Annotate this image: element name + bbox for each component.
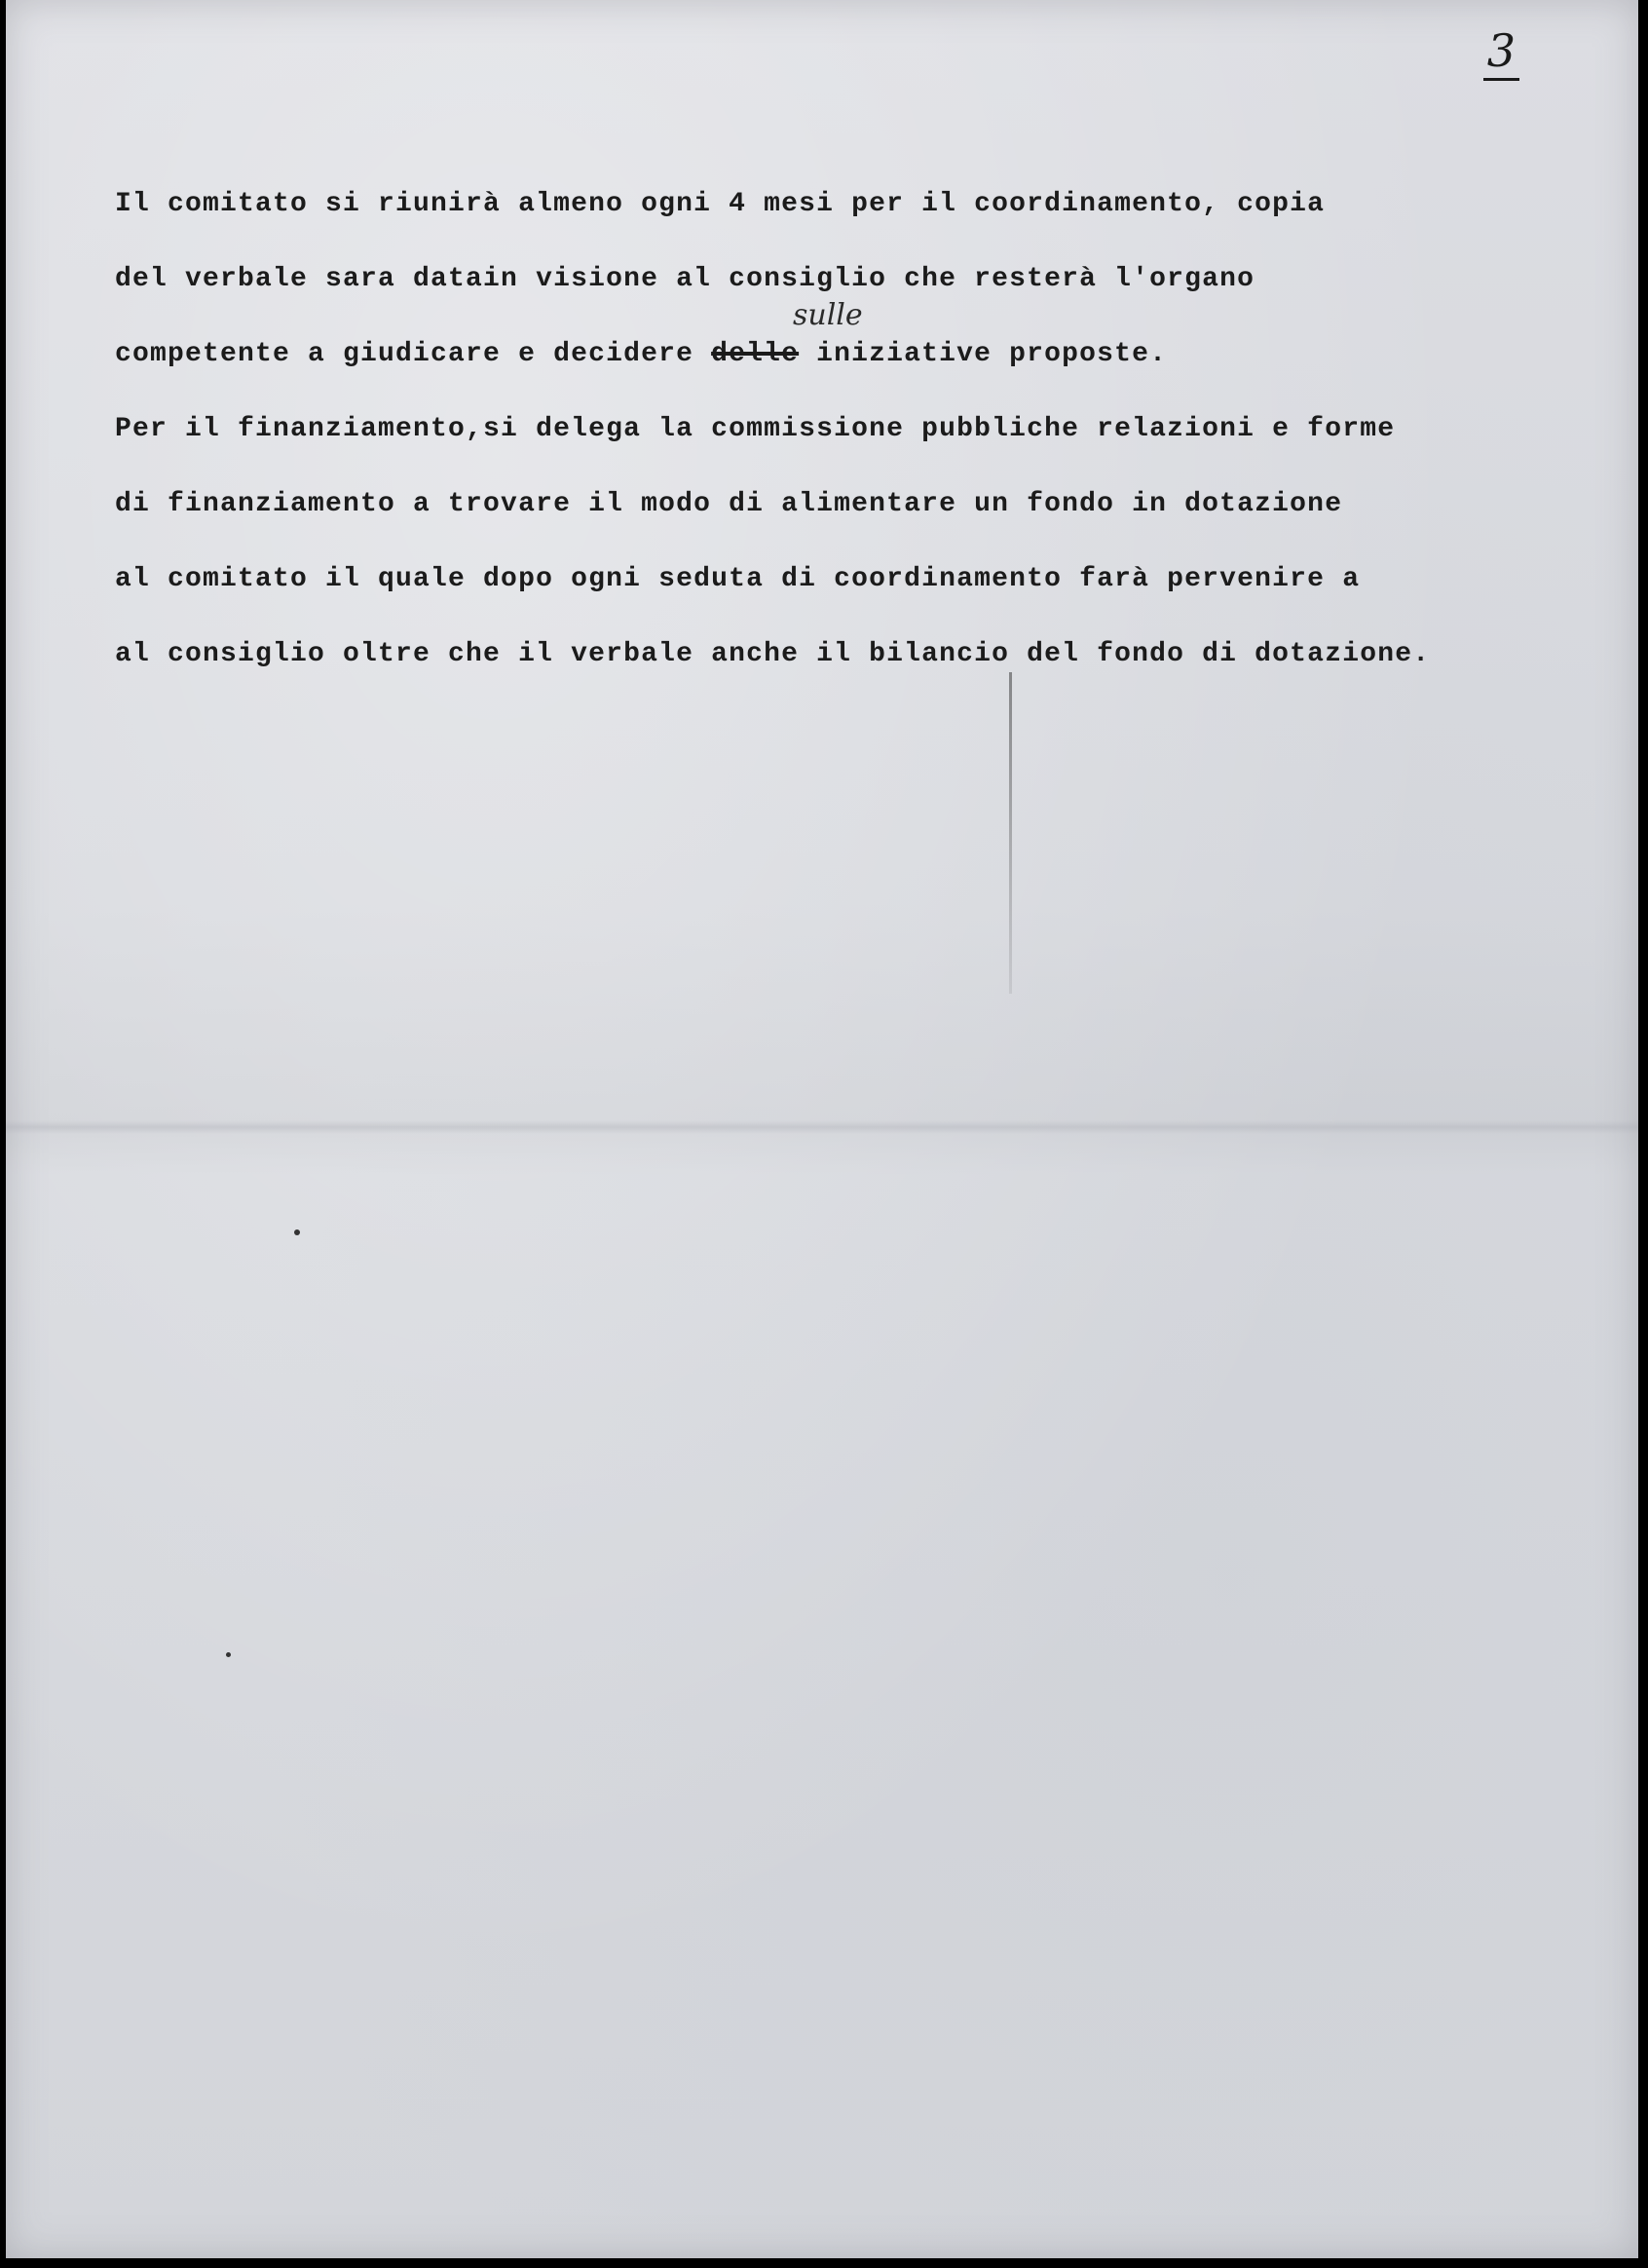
paper-fold-horizontal bbox=[6, 1120, 1638, 1134]
page-number: 3 bbox=[1483, 27, 1519, 81]
text-line: al comitato il quale dopo ogni seduta di coordinamento farà pervenire a bbox=[115, 564, 1361, 594]
text-line: Il comitato si riunirà almeno ogni 4 mesi per il coordinamento, copia bbox=[115, 189, 1326, 219]
handwritten-insertion: sulle bbox=[793, 298, 863, 332]
paper-fold-vertical bbox=[1009, 672, 1012, 994]
typed-paragraph bbox=[115, 181, 1615, 706]
text-segment: iniziative proposte. bbox=[799, 339, 1168, 369]
paper-speck bbox=[226, 1652, 231, 1657]
text-segment: competente a giudicare e decidere bbox=[115, 339, 712, 369]
paper-speck bbox=[294, 1229, 300, 1235]
text-line: al consiglio oltre che il verbale anche il bilancio del fondo di dotazione. bbox=[115, 639, 1431, 669]
text-line: Per il finanziamento,si delega la commissione pubbliche relazioni e forme bbox=[115, 414, 1396, 444]
document-page bbox=[6, 0, 1638, 2258]
struck-word: delle bbox=[711, 339, 800, 369]
text-line-with-correction bbox=[115, 298, 1615, 406]
text-line: del verbale sara datain visione al consiglio che resterà l'organo bbox=[115, 264, 1255, 294]
text-line: di finanziamento a trovare il modo di alimentare un fondo in dotazione bbox=[115, 489, 1343, 519]
